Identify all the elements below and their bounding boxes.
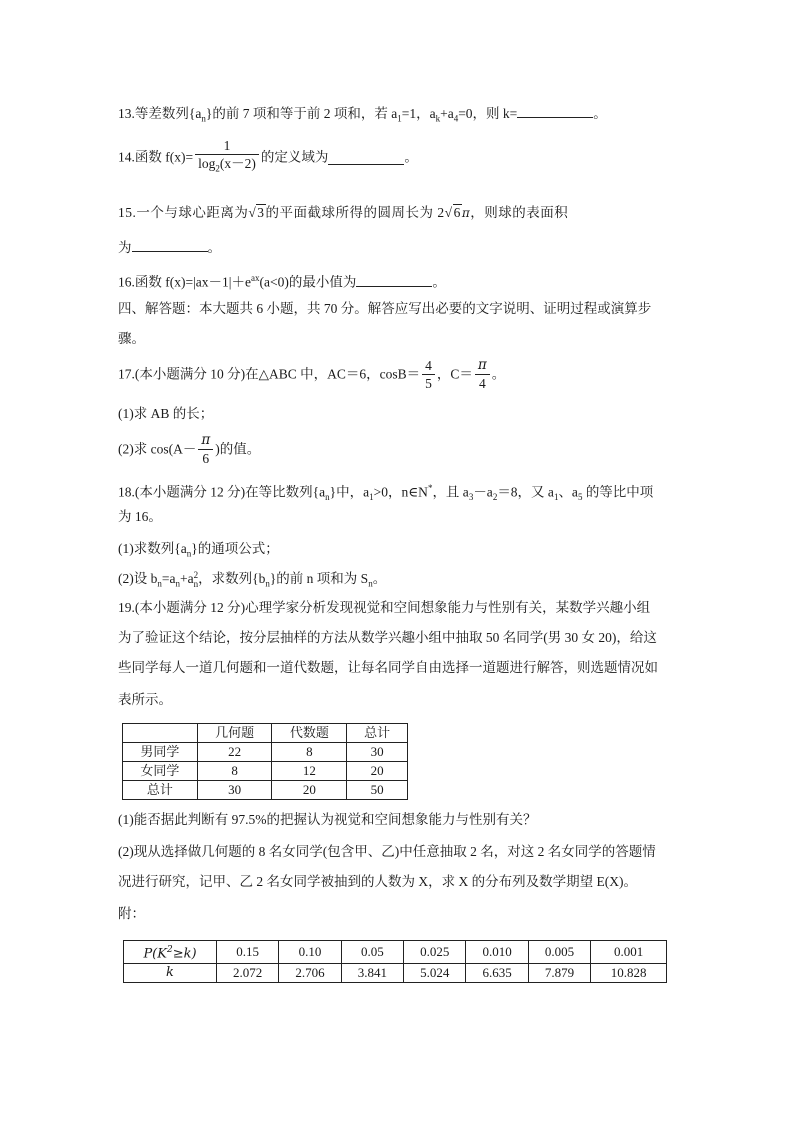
table-row: [124, 964, 667, 983]
question-19-part-1: (1)能否据此判断有 97.5%的把握认为视觉和空间想象能力与性别有关？: [118, 812, 537, 827]
q18-sub: n: [186, 548, 192, 559]
q16-text: 16.函数 f(x)=|ax－1|＋e: [118, 274, 251, 290]
question-15-line-2: [118, 237, 221, 258]
q18-sub: n: [157, 578, 162, 589]
table-cell: 女同学: [123, 762, 198, 781]
question-13: [118, 103, 607, 129]
q18-text: }的通项公式；: [191, 541, 279, 556]
q18-sub: n: [325, 492, 330, 503]
q18-text: ，求数列{b: [198, 571, 266, 586]
q14-fraction: [195, 137, 259, 178]
q13-sub: 4: [453, 113, 459, 124]
q15-text: 的平面截球所得的圆周长为 2: [265, 205, 445, 220]
contingency-table: [122, 723, 408, 800]
q18-sub: 1: [369, 492, 374, 503]
q18-sup: *: [427, 483, 433, 493]
fraction-denominator: 5: [422, 374, 435, 392]
q18-sub: 1: [553, 492, 559, 503]
table-cell: 0.025: [404, 941, 466, 964]
q17-text: ，C＝: [436, 366, 473, 382]
chi-square-table: [123, 940, 667, 983]
answer-blank[interactable]: [517, 103, 593, 118]
q18-sub: n: [265, 578, 270, 589]
question-14: [118, 137, 418, 178]
log-arg: (x－2): [219, 156, 256, 171]
fraction-denominator: 4: [475, 374, 490, 392]
q18-text: }中，a: [329, 484, 370, 500]
table-cell: 12: [272, 762, 347, 781]
question-19-line-3: 些同学每人一道几何题和一道代数题，让每名同学自由选择一道题进行解答，则选题情况如: [118, 660, 658, 675]
q13-text: +a: [440, 106, 454, 121]
sqrt-3: √3: [248, 205, 265, 220]
table-cell: 0.05: [341, 941, 403, 964]
label-sup: 2: [166, 945, 173, 955]
q15-text: 15.一个与球心距离为: [118, 205, 249, 220]
answer-blank[interactable]: [356, 272, 432, 287]
fraction-numerator: 1: [223, 138, 231, 153]
q18-text: >0，n∈N: [373, 484, 428, 500]
table-row: [123, 743, 408, 762]
table-cell: 5.024: [404, 964, 466, 983]
q18-text: －a: [473, 484, 493, 500]
question-17-part-1: (1)求 AB 的长；: [118, 406, 214, 421]
sqrt-radicand: 6: [453, 205, 461, 220]
table-cell: 50: [347, 781, 408, 800]
q18-text: +a: [179, 571, 194, 586]
sqrt-6: √6: [444, 205, 461, 220]
question-19-line-4: 表所示。: [118, 692, 172, 707]
table-cell: 8: [272, 743, 347, 762]
question-18-part-2: [118, 569, 386, 594]
table-row: [123, 781, 408, 800]
section-4-heading-cont: 骤。: [118, 331, 145, 346]
q16-text: 。: [432, 274, 446, 290]
q13-sub: k: [435, 113, 441, 124]
table-header-cell: 总计: [347, 724, 408, 743]
q18-sub: n: [368, 578, 373, 589]
q18-text: ＝8，又 a: [497, 484, 554, 500]
question-17: [118, 357, 505, 392]
pi-symbol: π: [461, 206, 471, 220]
table-cell: 30: [197, 781, 272, 800]
q15-text: ，则球的表面积: [470, 205, 569, 220]
q18-text: (1)求数列{a: [118, 541, 187, 556]
q18-text: 、a: [558, 484, 578, 500]
label-text: ≥k): [172, 946, 197, 962]
q13-sub: 1: [397, 113, 402, 124]
table-cell: 6.635: [466, 964, 528, 983]
q18-text: 。: [372, 571, 387, 586]
table-row: [123, 762, 408, 781]
log-base: 2: [215, 163, 220, 174]
answer-blank[interactable]: [132, 237, 208, 252]
q13-sub: n: [201, 113, 206, 124]
table-cell: 2.072: [217, 964, 279, 983]
q13-text: }的前 7 项和等于前 2 项和，若 a: [205, 106, 398, 121]
table-cell: 0.10: [279, 941, 341, 964]
table-cell: 20: [272, 781, 347, 800]
table-header-cell: 几何题: [197, 724, 272, 743]
table-header-cell: [124, 941, 217, 964]
question-19-part-2-line-2: 况进行研究，记甲、乙 2 名女同学被抽到的人数为 X，求 X 的分布列及数学期望 E(X)。: [118, 874, 637, 889]
q18-sub: 3: [468, 492, 474, 503]
table-cell: 20: [347, 762, 408, 781]
section-4-heading: 四、解答题：本大题共 6 小题，共 70 分。解答应写出必要的文字说明、证明过程或演算步: [118, 301, 652, 316]
q16-text: (a<0)的最小值为: [259, 274, 357, 290]
fraction-denominator: 6: [198, 449, 213, 467]
answer-blank[interactable]: [328, 150, 404, 165]
table-cell: 10.828: [591, 964, 667, 983]
question-16: [118, 268, 446, 293]
table-cell: 男同学: [123, 743, 198, 762]
q18-sub: 5: [577, 492, 583, 503]
q15-text: 。: [207, 240, 221, 255]
table-cell: 8: [197, 762, 272, 781]
q18-text: 18.(本小题满分 12 分)在等比数列{a: [118, 484, 326, 500]
table-header-cell: k: [124, 964, 217, 983]
table-cell: 总计: [123, 781, 198, 800]
question-19-line-2: 为了验证这个结论，按分层抽样的方法从数学兴趣小组中抽取 50 名同学(男 30 女 20)，给这: [118, 630, 657, 645]
table-cell: 30: [347, 743, 408, 762]
q17-text: )的值。: [215, 441, 261, 457]
table-cell: 0.010: [466, 941, 528, 964]
q17-text: 。: [491, 366, 506, 382]
q16-superscript: ax: [251, 273, 260, 283]
table-cell: 0.001: [591, 941, 667, 964]
table-header-cell: [123, 724, 198, 743]
q13-text: 。: [593, 106, 607, 121]
table-header-cell: 代数题: [272, 724, 347, 743]
q14-text: 的定义域为: [260, 149, 329, 165]
question-19-line-1: 19.(本小题满分 12 分)心理学家分析发现视觉和空间想象能力与性别有关，某数学兴趣小组: [118, 600, 651, 615]
q13-text: =1，a: [401, 106, 436, 121]
question-18-line-2: 为 16。: [118, 509, 162, 524]
q18-text: }的前 n 项和为 S: [269, 571, 369, 586]
q17-fraction-cosb: [422, 357, 435, 392]
table-cell: 2.706: [279, 964, 341, 983]
q17-text: 17.(本小题满分 10 分)在△ABC 中，AC＝6，cosB＝: [118, 366, 421, 382]
table-header-row: [123, 724, 408, 743]
q18-text: ，且 a: [432, 484, 469, 500]
q17-text: (2)求 cos(A－: [118, 441, 197, 457]
q18-text: (2)设 b: [118, 571, 158, 586]
q14-text: 14.函数 f(x)=: [118, 149, 194, 165]
label-text: P(K: [143, 946, 167, 962]
table-cell: 3.841: [341, 964, 403, 983]
table-cell: 0.15: [217, 941, 279, 964]
q18-sup: 2: [193, 569, 199, 580]
question-15-line-1: [118, 203, 568, 223]
q17-fraction-c: [475, 357, 490, 392]
q18-sub: 2: [492, 492, 498, 503]
q14-text: 。: [404, 149, 418, 165]
fraction-numerator: π: [477, 357, 487, 373]
table-cell: 22: [197, 743, 272, 762]
q13-text: 13.等差数列{a: [118, 106, 202, 121]
q18-sub: n: [193, 578, 199, 589]
fraction-numerator: π: [201, 432, 211, 448]
question-18-part-1: [118, 539, 279, 564]
question-18-line-1: [118, 478, 653, 507]
q17-fraction-pi6: [198, 432, 213, 467]
table-cell: 0.005: [528, 941, 590, 964]
fraction-denominator: [195, 154, 259, 178]
question-17-part-2: [118, 432, 260, 467]
fraction-numerator: 4: [425, 358, 432, 373]
question-19-part-2-line-1: (2)现从选择做几何题的 8 名女同学(包含甲、乙)中任意抽取 2 名，对这 2 名女同学的答题情: [118, 844, 656, 859]
q18-text: 的等比中项: [582, 484, 654, 500]
q13-text: =0，则 k=: [458, 106, 518, 121]
table-cell: 7.879: [528, 964, 590, 983]
q15-text: 为: [118, 240, 132, 255]
q18-text: =a: [161, 571, 176, 586]
sqrt-radicand: 3: [257, 205, 265, 220]
appendix-label: 附：: [118, 906, 145, 921]
table-row: [124, 941, 667, 964]
q18-sub: n: [175, 578, 180, 589]
log-text: log: [198, 156, 216, 171]
